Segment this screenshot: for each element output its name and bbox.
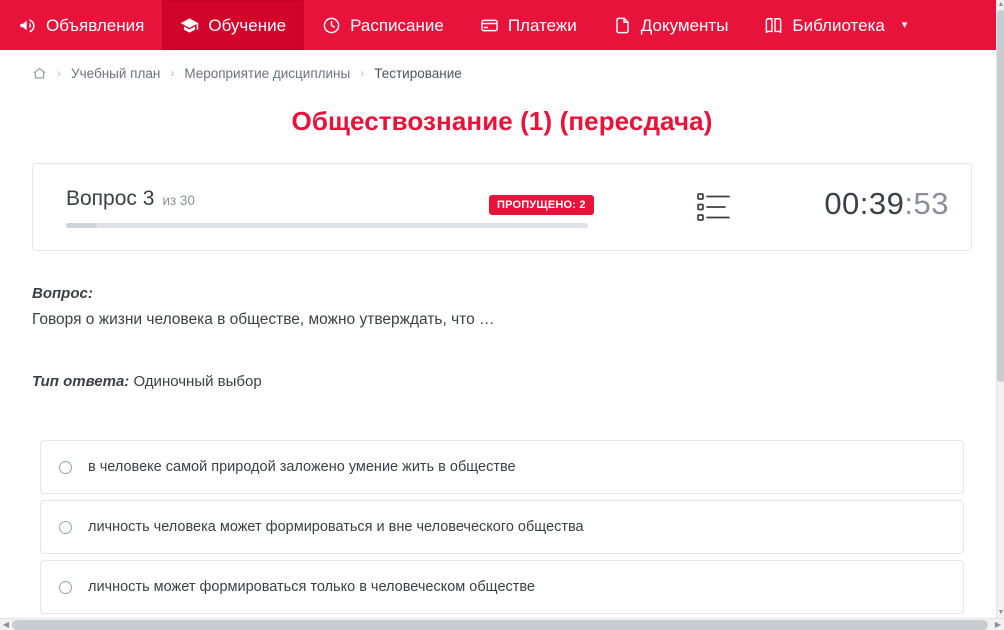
nav-item-documents[interactable] xyxy=(595,0,747,50)
status-badge-skipped: ПРОПУЩЕНО: 2 xyxy=(489,195,594,215)
radio-button-icon[interactable] xyxy=(59,581,72,594)
breadcrumb-separator-3: › xyxy=(360,66,365,80)
nav-label-schedule: Расписание xyxy=(350,15,444,35)
nav-item-library[interactable] xyxy=(746,0,925,50)
nav-item-payments[interactable] xyxy=(462,0,595,50)
scroll-down-icon[interactable]: ▼ xyxy=(997,609,1004,616)
nav-label-documents: Документы xyxy=(640,15,729,35)
timer-minutes: 00:39 xyxy=(824,186,905,221)
document-icon xyxy=(613,16,632,35)
countdown-timer xyxy=(824,186,949,222)
nav-item-announcements[interactable] xyxy=(0,0,162,50)
answer-type-value: Одиночный выбор xyxy=(133,373,262,390)
question-header-card xyxy=(32,163,972,251)
graduation-cap-icon xyxy=(180,16,199,35)
chevron-down-icon[interactable]: ▾ xyxy=(901,18,908,31)
breadcrumb-separator-2: › xyxy=(170,66,175,80)
main-navigation xyxy=(0,0,996,50)
progress-bar xyxy=(66,223,588,228)
answer-type-row xyxy=(32,373,972,390)
breadcrumb-item-testing[interactable]: Тестирование xyxy=(374,65,462,81)
option-label: личность человека может формироваться и вне человеческого общества xyxy=(88,519,584,535)
breadcrumb-separator-1: › xyxy=(57,66,61,80)
scroll-left-icon[interactable]: ◀ xyxy=(2,620,10,629)
breadcrumb xyxy=(0,50,1004,82)
list-view-icon[interactable] xyxy=(697,192,731,222)
radio-button-icon[interactable] xyxy=(59,461,72,474)
book-icon xyxy=(764,16,783,35)
breadcrumb-item-curriculum[interactable]: Учебный план xyxy=(71,65,161,81)
clock-icon xyxy=(322,16,341,35)
breadcrumb-item-discipline-event[interactable]: Мероприятие дисциплины xyxy=(184,65,351,81)
answer-options xyxy=(40,440,964,614)
horizontal-scrollbar-thumb[interactable] xyxy=(12,620,988,630)
horizontal-scrollbar[interactable] xyxy=(0,618,1004,630)
question-label: Вопрос: xyxy=(32,285,93,302)
question-total: из 30 xyxy=(162,192,195,208)
nav-label-learning: Обучение xyxy=(208,15,287,35)
question-body xyxy=(32,285,972,390)
list-item[interactable] xyxy=(40,440,964,494)
question-text: Говоря о жизни человека в обществе, можно утверждать, что … xyxy=(32,311,495,328)
credit-card-icon xyxy=(480,16,499,35)
nav-label-payments: Платежи xyxy=(507,15,577,35)
progress-bar-fill xyxy=(66,223,97,228)
nav-item-schedule[interactable] xyxy=(304,0,462,50)
nav-label-announcements: Объявления xyxy=(46,15,145,35)
vertical-scrollbar[interactable] xyxy=(996,0,1004,618)
nav-label-library: Библиотека xyxy=(792,15,885,35)
scroll-right-icon[interactable]: ▶ xyxy=(994,620,1002,629)
question-number: Вопрос 3 xyxy=(66,186,155,210)
answer-type-label: Тип ответа: xyxy=(32,373,130,390)
megaphone-icon xyxy=(18,16,37,35)
option-label: личность может формироваться только в человеческом обществе xyxy=(88,579,536,595)
list-item[interactable] xyxy=(40,500,964,554)
option-label: в человеке самой природой заложено умение жить в обществе xyxy=(88,459,516,475)
page-title: Обществознание (1) (пересдача) xyxy=(291,106,713,136)
timer-seconds: :53 xyxy=(904,186,949,221)
vertical-scrollbar-thumb[interactable] xyxy=(997,10,1004,382)
list-item[interactable] xyxy=(40,560,964,614)
nav-item-learning[interactable] xyxy=(162,0,304,50)
scroll-up-icon[interactable]: ▲ xyxy=(997,1,1004,8)
radio-button-icon[interactable] xyxy=(59,521,72,534)
home-icon[interactable] xyxy=(32,66,47,81)
